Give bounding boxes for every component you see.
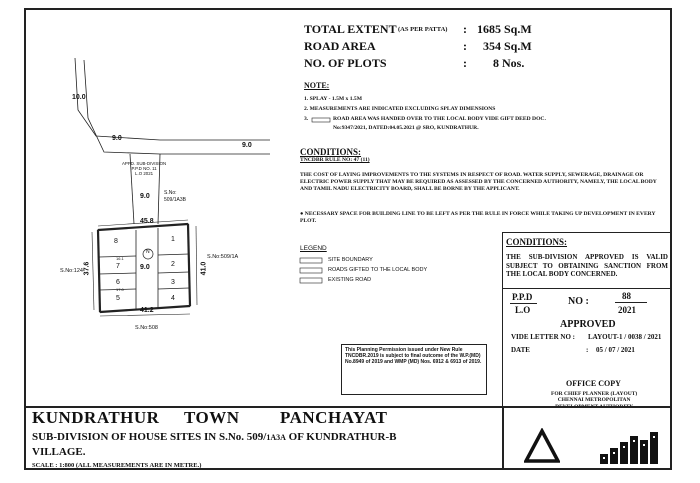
bottom-dimension: 41.2 xyxy=(140,307,154,314)
subtitle-line2: VILLAGE. xyxy=(32,446,86,458)
legend-item: SITE BOUNDARY xyxy=(328,257,373,263)
note-item: 1. SPLAY - 1.5M x 1.5M xyxy=(304,96,363,102)
cmda-triangle-logo xyxy=(524,428,560,464)
note-road-swatch xyxy=(312,118,330,122)
legend-existing-road-swatch xyxy=(300,278,322,283)
colon: : xyxy=(463,39,467,53)
plot-number: 4 xyxy=(171,295,175,302)
legend-site-boundary-swatch xyxy=(300,258,322,263)
survey-number-label: S.No: 509/1A3B xyxy=(164,190,186,203)
road-edge-upper xyxy=(75,58,270,140)
office-copy-label: OFFICE COPY xyxy=(566,379,621,388)
extent-value: 1685 Sq.M xyxy=(477,22,532,36)
rule-number: TNCDBR RULE NO: 47 (11) xyxy=(300,157,370,163)
plot-number: 1 xyxy=(171,236,175,243)
plot-size-label: 16.1 xyxy=(116,256,124,261)
road-width-label: 9.0 xyxy=(140,193,150,200)
permission-note: This Planning Permission issued under New Rule TNCDBR.2019 is subject to final outcome of the W.P.(MD) No.8949 of 2019 and WMP (MD) Nos. 6912 & 6913 of 2019. xyxy=(345,347,482,366)
conditions-heading: CONDITIONS: xyxy=(300,147,362,157)
road-area-label: ROAD AREA xyxy=(304,39,376,53)
logo-divider xyxy=(502,406,504,470)
plot-number: 5 xyxy=(116,295,120,302)
approved-stamp: APPROVED xyxy=(560,319,616,330)
signatory-block: FOR CHIEF PLANNER (LAYOUT) CHENNAI METROPOLITAN xyxy=(551,391,638,404)
plots-value: 8 Nos. xyxy=(493,56,525,70)
right-dimension: 41.0 xyxy=(200,261,208,276)
vide-letter-label: VIDE LETTER NO : xyxy=(511,333,575,341)
survey-number-label: S.No:508 xyxy=(135,325,158,331)
appd-subdivision-stamp: APPD. SUB-DIVISION P.P.D NO. 11 L.O 2021 xyxy=(122,161,167,176)
road-width-label: 9.0 xyxy=(140,264,150,271)
scale-note: SCALE : 1:800 (ALL MEASUREMENTS ARE IN METRE.) xyxy=(32,462,202,469)
road-width-label: 9.0 xyxy=(112,135,122,142)
legend-item: ROADS GIFTED TO THE LOCAL BODY xyxy=(328,267,428,273)
legend-gifted-road-swatch xyxy=(300,268,322,273)
note-item: 2. MEASUREMENTS ARE INDICATED EXCLUDING SPLAY DIMENSIONS xyxy=(304,106,496,112)
note-item: 3. xyxy=(304,116,309,122)
date-value: 05 / 07 / 2021 xyxy=(596,346,635,354)
legend-item: EXISTING ROAD xyxy=(328,277,372,283)
condition-paragraph: ● NECESSARY SPACE FOR BUILDING LINE TO BE LEFT AS PER THE RULE IN FORCE WHILE TAKING UP DEVELOPMENT IN EVERY PLOT. xyxy=(300,211,656,225)
title-word: TOWN xyxy=(184,408,240,427)
title-word: PANCHAYAT xyxy=(280,408,388,427)
top-dimension: 45.8 xyxy=(140,218,154,225)
road-width-label: 10.0 xyxy=(72,94,86,101)
colon: : xyxy=(463,56,467,70)
plot-number: 8 xyxy=(114,238,118,245)
colon: : xyxy=(463,22,467,36)
survey-number-label: S.No:509/1A xyxy=(207,254,239,260)
subtitle: SUB-DIVISION OF HOUSE SITES IN S.No. 509/1A3A OF KUNDRATHUR-B xyxy=(32,431,397,443)
legend-heading: LEGEND xyxy=(300,245,327,252)
left-dimension: 37.6 xyxy=(83,261,91,276)
title-word: KUNDRATHUR xyxy=(32,408,160,427)
ppd-label: P.P.D xyxy=(512,292,533,302)
date-label: DATE xyxy=(511,346,530,354)
survey-number-label: S.No:124 xyxy=(60,268,83,274)
plot-number: 2 xyxy=(171,261,175,268)
plot-number: 3 xyxy=(171,279,175,286)
road-area-value: 354 Sq.M xyxy=(483,39,532,53)
colon: : xyxy=(586,346,589,354)
approval-number: 88 xyxy=(622,291,631,301)
extent-note: (AS PER PATTA) xyxy=(398,26,448,33)
plots-label: NO. OF PLOTS xyxy=(304,56,387,70)
notes-heading: NOTE: xyxy=(304,81,330,90)
extent-label: TOTAL EXTENT xyxy=(304,22,397,36)
plot-size-label: 17.0 xyxy=(116,287,124,292)
conditions-box-text: THE SUB-DIVISION APPROVED IS VALID SUBJECT TO OBTAINING SANCTION FROM THE LOCAL BODY CONCERNED. xyxy=(506,253,668,278)
plot-number: 6 xyxy=(116,279,120,286)
approval-no-label: NO : xyxy=(568,296,589,307)
approval-year: 2021 xyxy=(618,305,636,315)
road-width-label: 9.0 xyxy=(242,142,252,149)
note-item: ROAD AREA WAS HANDED OVER TO THE LOCAL BODY VIDE GIFT DEED DOC. xyxy=(333,116,546,122)
town-panchayat-logo xyxy=(600,430,658,464)
plot-number: 7 xyxy=(116,263,120,270)
vide-letter-value: LAYOUT-1 / 0038 / 2021 xyxy=(588,333,662,341)
note-item: No:9347/2021, DATED:04.05.2021 @ SRO, KUNDRATHUR. xyxy=(333,125,479,131)
compass-label: N xyxy=(146,249,150,255)
lo-label: L.O xyxy=(515,305,531,315)
conditions-box-heading: CONDITIONS: xyxy=(506,237,568,247)
condition-paragraph: THE COST OF LAYING IMPROVEMENTS TO THE SYSTEMS IN RESPECT OF ROAD. WATER SUPPLY, SEWERAGE, DRAINAGE OR ELECTRIC POWER SUPPLY THAT MAY BE REQUIRED AS ASSESSED BY THE CONCERNED AUTHORITY, NAMELY, THE LOCAL BODY AND TAMIL NADU ELECTRICITY BOARD, SHALL BE BORNE BY THE APPLICANT. xyxy=(300,172,657,193)
